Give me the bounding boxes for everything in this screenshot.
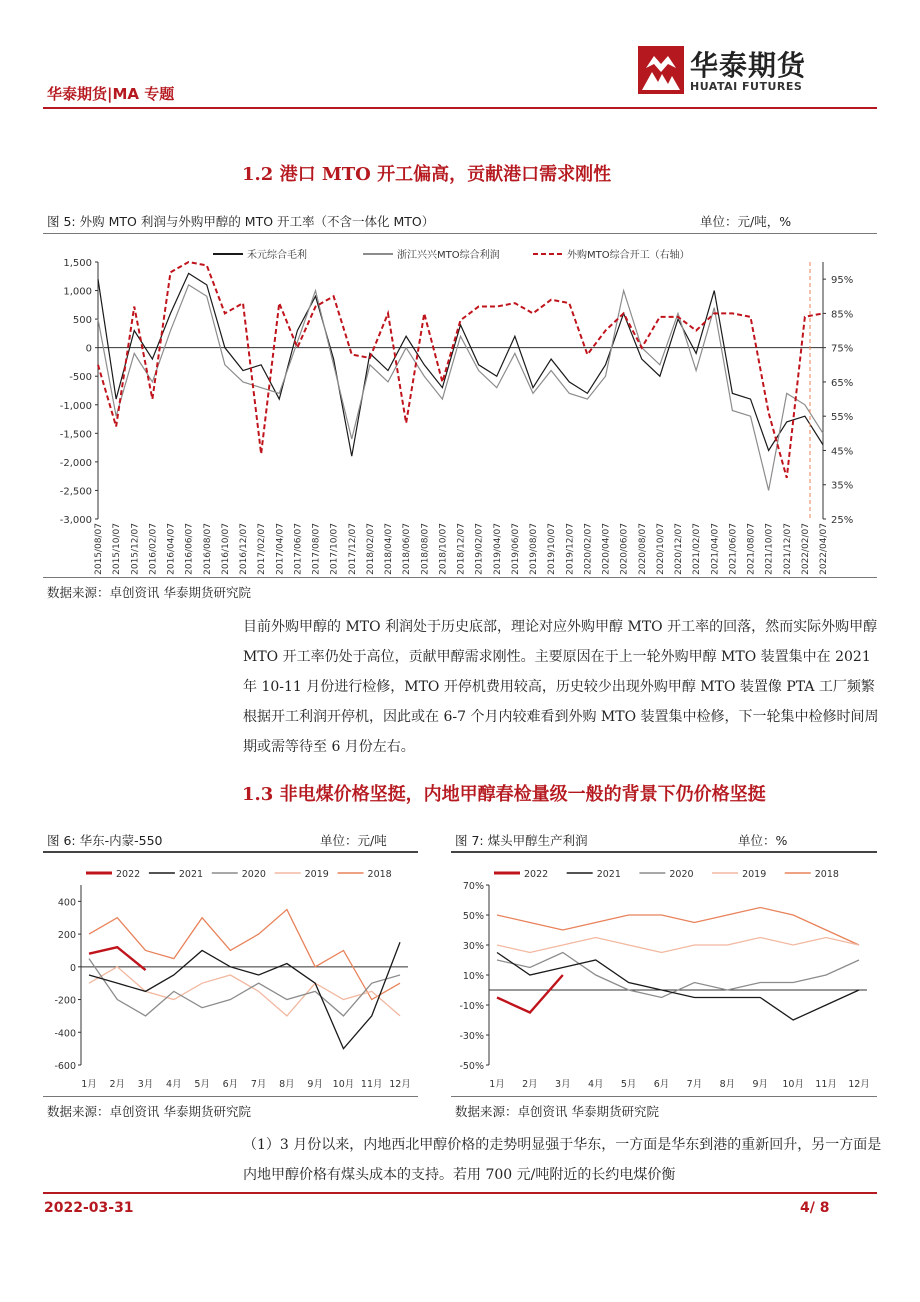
legend-label-0: 禾元综合毛利: [247, 250, 307, 261]
fig6-source: 数据来源：卓创资讯 华泰期货研究院: [47, 1104, 251, 1119]
y-tick-label: 50%: [462, 911, 484, 922]
x-tick-label: 9月: [307, 1079, 323, 1090]
fig5-bottom-rule: [43, 577, 877, 578]
y-left-tick-label: -2,000: [59, 457, 92, 469]
x-tick-label: 2017/10/07: [329, 523, 340, 575]
series-line-2018: [89, 910, 400, 1000]
x-tick-label: 2016/10/07: [220, 523, 231, 575]
x-tick-label: 2015/12/07: [130, 523, 141, 575]
y-right-tick-label: 65%: [831, 377, 854, 389]
x-tick-label: 10月: [782, 1079, 804, 1090]
x-tick-label: 2021/04/07: [710, 523, 721, 575]
y-tick-label: -10%: [459, 1001, 484, 1012]
x-tick-label: 10月: [332, 1079, 355, 1090]
y-left-tick-label: 0: [85, 343, 92, 355]
x-tick-label: 2015/10/07: [112, 523, 123, 575]
x-tick-label: 2017/04/07: [275, 523, 286, 575]
x-tick-label: 2017/06/07: [293, 523, 304, 575]
footer-divider: [43, 1192, 877, 1194]
x-tick-label: 2018/02/07: [365, 523, 376, 575]
x-tick-label: 3月: [555, 1079, 571, 1090]
x-tick-label: 12月: [848, 1079, 870, 1090]
y-tick-label: -600: [54, 1061, 76, 1072]
y-right-tick-label: 95%: [831, 275, 854, 287]
series-line-2021: [89, 942, 400, 1048]
x-tick-label: 2018/08/07: [420, 523, 431, 575]
x-tick-label: 2018/04/07: [384, 523, 394, 575]
y-left-tick-label: -2,500: [59, 486, 92, 498]
x-tick-label: 2020/08/07: [637, 523, 648, 575]
legend-label-2020: 2020: [669, 869, 694, 880]
x-tick-label: 2019/08/07: [529, 523, 539, 575]
x-tick-label: 2020/04/07: [601, 523, 612, 575]
x-tick-label: 11月: [815, 1079, 837, 1090]
y-tick-label: -50%: [459, 1061, 484, 1072]
x-tick-label: 2021/10/07: [764, 523, 775, 575]
x-tick-label: 2017/08/07: [311, 523, 322, 575]
fig6-unit: 单位：元/吨: [320, 833, 387, 848]
x-tick-label: 5月: [620, 1079, 637, 1090]
x-tick-label: 12月: [389, 1079, 411, 1090]
fig7-unit: 单位：%: [738, 833, 788, 848]
legend-label-2018: 2018: [814, 869, 839, 880]
y-left-tick-label: -500: [69, 372, 92, 384]
y-tick-label: 400: [57, 897, 76, 909]
y-left-tick-label: 1,000: [63, 286, 92, 298]
x-tick-label: 5月: [194, 1079, 210, 1090]
x-tick-label: 2016/06/07: [184, 523, 195, 575]
series-line-2020: [497, 953, 859, 998]
x-tick-label: 8月: [279, 1079, 295, 1090]
y-tick-label: 10%: [462, 971, 484, 982]
legend-label-2021: 2021: [178, 869, 204, 880]
header-left-text: 华泰期货|MA 专题: [47, 85, 175, 103]
y-right-tick-label: 45%: [831, 446, 854, 458]
logo-en: HUATAI FUTURES: [690, 80, 803, 93]
huatai-logo-icon: [638, 46, 684, 94]
y-right-tick-label: 25%: [831, 515, 854, 526]
legend-label-1: 浙江兴兴MTO综合利润: [397, 250, 500, 261]
fig6-bottom-rule: [43, 1096, 418, 1097]
x-tick-label: 2019/04/07: [492, 523, 503, 575]
x-tick-label: 2018/10/07: [438, 523, 449, 575]
x-tick-label: 6月: [222, 1079, 239, 1090]
x-tick-label: 7月: [686, 1079, 703, 1090]
y-left-tick-label: -3,000: [59, 515, 92, 526]
x-tick-label: 2月: [109, 1079, 126, 1090]
x-tick-label: 2017/02/07: [257, 523, 268, 575]
y-tick-label: 0: [69, 962, 76, 974]
x-tick-label: 8月: [719, 1079, 736, 1090]
y-right-tick-label: 85%: [831, 309, 854, 321]
section-title-1-2: 1.2 港口 MTO 开工偏高，贡献港口需求刚性: [242, 164, 612, 185]
y-right-tick-label: 55%: [831, 412, 854, 424]
fig7-bottom-rule: [451, 1096, 877, 1097]
x-tick-label: 4月: [166, 1079, 182, 1090]
x-tick-label: 6月: [653, 1079, 670, 1090]
fig6-chart: [43, 855, 418, 1095]
y-tick-label: 30%: [462, 941, 484, 952]
fig5-top-rule: [43, 233, 877, 234]
y-left-tick-label: 1,500: [63, 258, 92, 269]
x-tick-label: 9月: [752, 1079, 769, 1090]
header-divider: [43, 107, 877, 109]
x-tick-label: 2018/06/07: [402, 523, 413, 575]
y-tick-label: 200: [57, 930, 76, 942]
paragraph-1: 目前外购甲醇的 MTO 利润处于历史底部，理论对应外购甲醇 MTO 开工率的回落，然而实际外购甲醇 MTO 开工率仍处于高位，贡献甲醇需求刚性。主要原因在于上一轮外购甲醇 MTO 装置集中在 2021 年 10-11 月份进行检修，MTO 开停机费用较高，历史较少出现外购甲醇 MTO 装置像 PTA 工厂频繁根据开工利润开停机，因此或在 6-7 个月内较难看到外购 MTO 装置集中检修，下一轮集中检修时间周期或需等待至 6 月份左右。: [243, 619, 879, 755]
y-left-tick-label: 500: [72, 315, 92, 327]
x-tick-label: 2016/08/07: [202, 523, 213, 575]
fig6-top-rule: [43, 851, 418, 853]
legend-label-2018: 2018: [367, 869, 392, 880]
legend-label-2022: 2022: [524, 869, 549, 880]
y-tick-label: -200: [54, 995, 76, 1007]
series-line-2022: [497, 975, 563, 1013]
legend-label-2019: 2019: [742, 869, 767, 880]
paragraph-2: （1）3 月份以来，内地西北甲醇价格的走势明显强于华东，一方面是华东到港的重新回升，另一方面是内地甲醇价格有煤头成本的支持。若用 700 元/吨附近的长约电煤价衡: [243, 1137, 882, 1183]
fig5-chart: [43, 236, 877, 576]
x-tick-label: 2019/12/07: [565, 523, 576, 575]
x-tick-label: 1月: [489, 1079, 505, 1090]
legend-label-2022: 2022: [116, 869, 141, 880]
x-tick-label: 2019/06/07: [510, 523, 521, 575]
x-tick-label: 2019/02/07: [474, 523, 485, 575]
x-tick-label: 2016/02/07: [148, 523, 159, 575]
series-line-0: [98, 273, 823, 456]
fig6-caption: 图 6: 华东-内蒙-550: [47, 833, 163, 848]
x-tick-label: 2017/12/07: [347, 523, 358, 575]
fig5-caption: 图 5: 外购 MTO 利润与外购甲醇的 MTO 开工率（不含一体化 MTO）: [47, 214, 435, 229]
footer-date: 2022-03-31: [44, 1200, 134, 1216]
logo-cn: 华泰期货: [690, 49, 807, 82]
x-tick-label: 1月: [81, 1079, 97, 1090]
fig7-chart: [451, 855, 877, 1095]
x-tick-label: 2021/06/07: [728, 523, 739, 575]
fig7-caption: 图 7: 煤头甲醇生产利润: [455, 833, 588, 848]
x-tick-label: 2022/04/07: [819, 523, 829, 575]
x-tick-label: 2019/10/07: [547, 523, 558, 575]
x-tick-label: 2月: [522, 1079, 538, 1090]
x-tick-label: 2015/08/07: [94, 523, 104, 575]
fig5-unit: 单位：元/吨，%: [700, 214, 792, 229]
legend-label-2: 外购MTO综合开工（右轴）: [567, 250, 690, 261]
x-tick-label: 2020/10/07: [655, 523, 666, 575]
x-tick-label: 2020/02/07: [583, 523, 594, 575]
footer-page: 4/ 8: [800, 1200, 830, 1216]
x-tick-label: 2016/12/07: [239, 523, 249, 575]
x-tick-label: 2021/02/07: [692, 523, 703, 575]
series-line-2019: [497, 938, 859, 953]
y-tick-label: 70%: [462, 881, 484, 892]
y-tick-label: -30%: [459, 1031, 484, 1042]
fig7-source: 数据来源：卓创资讯 华泰期货研究院: [455, 1104, 659, 1119]
y-left-tick-label: -1,500: [59, 429, 92, 441]
x-tick-label: 2018/12/07: [456, 523, 467, 575]
x-tick-label: 2020/06/07: [619, 523, 630, 575]
y-right-tick-label: 75%: [831, 343, 854, 355]
y-right-tick-label: 35%: [831, 480, 854, 492]
x-tick-label: 2016/04/07: [166, 523, 177, 575]
x-tick-label: 2020/12/07: [674, 523, 684, 575]
series-line-2: [98, 262, 823, 478]
x-tick-label: 2021/12/07: [782, 523, 793, 575]
x-tick-label: 4月: [587, 1079, 604, 1090]
x-tick-label: 7月: [250, 1079, 267, 1090]
fig5-source: 数据来源：卓创资讯 华泰期货研究院: [47, 585, 251, 600]
fig7-top-rule: [451, 851, 877, 853]
legend-label-2019: 2019: [304, 869, 329, 880]
series-line-2018: [497, 908, 859, 946]
series-line-1: [98, 285, 823, 491]
x-tick-label: 11月: [360, 1079, 383, 1090]
legend-label-2021: 2021: [596, 869, 621, 880]
y-left-tick-label: -1,000: [59, 400, 92, 412]
x-tick-label: 2021/08/07: [746, 523, 757, 575]
legend-label-2020: 2020: [241, 869, 266, 880]
section-title-1-3: 1.3 非电煤价格坚挺，内地甲醇春检量级一般的背景下仍价格坚挺: [242, 784, 766, 805]
series-line-2021: [497, 953, 859, 1021]
x-tick-label: 2022/02/07: [800, 523, 811, 575]
y-tick-label: -400: [54, 1028, 76, 1040]
x-tick-label: 3月: [137, 1079, 154, 1090]
